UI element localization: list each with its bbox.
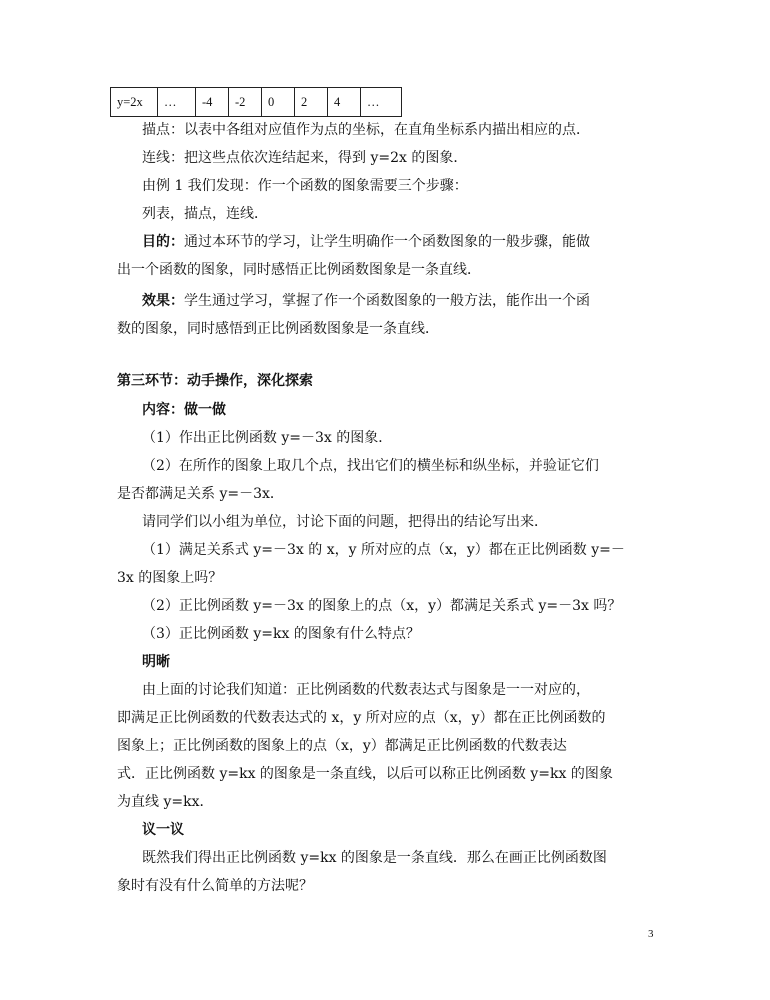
paragraph-three-steps: 列表，描点，连线． xyxy=(142,206,268,222)
question-2-cont: 是否都满足关系 y=－3x． xyxy=(117,486,284,502)
discussion-2: （2）正比例函数 y=－3x 的图象上的点（x，y）都满足关系式 y=－3x 吗？ xyxy=(142,598,622,614)
section-title: 第三环节：动手操作，深化探索 xyxy=(117,373,313,389)
question-1: （1）作出正比例函数 y=－3x 的图象． xyxy=(142,430,393,446)
table-cell: … xyxy=(158,88,196,117)
paragraph-purpose xyxy=(142,232,590,252)
paragraph-plot-points: 描点：以表中各组对应值作为点的坐标，在直角坐标系内描出相应的点． xyxy=(142,122,590,138)
clarify-text-2: 即满足正比例函数的代数表达式的 x，y 所对应的点（x，y）都在正比例函数的 xyxy=(117,710,606,726)
table-cell: 2 xyxy=(295,88,328,117)
purpose-text: 通过本环节的学习，让学生明确作一个函数图象的一般步骤，能做 xyxy=(184,234,590,250)
table-cell: … xyxy=(361,88,402,117)
discussion-1-cont: 3x 的图象上吗？ xyxy=(117,570,223,586)
paragraph-example-finding: 由例 1 我们发现：作一个函数的图象需要三个步骤： xyxy=(142,178,468,194)
paragraph-connect-lines: 连线：把这些点依次连结起来，得到 y=2x 的图象． xyxy=(142,150,468,166)
clarify-text: 由上面的讨论我们知道：正比例函数的代数表达式与图象是一一对应的， xyxy=(142,682,590,698)
purpose-label: 目的： xyxy=(142,234,184,250)
value-table xyxy=(110,87,402,117)
paragraph-effect-cont: 数的图象，同时感悟到正比例函数图象是一条直线． xyxy=(117,321,439,337)
clarify-text-5: 为直线 y=kx． xyxy=(117,794,214,810)
discussion-3: （3）正比例函数 y=kx 的图象有什么特点？ xyxy=(142,626,420,642)
clarify-text-4: 式．正比例函数 y=kx 的图象是一条直线，以后可以称正比例函数 y=kx 的图象 xyxy=(117,766,613,782)
paragraph-purpose-cont: 出一个函数的图象，同时感悟正比例函数图象是一条直线． xyxy=(117,262,481,278)
discussion-1: （1）满足关系式 y=－3x 的 x，y 所对应的点（x，y）都在正比例函数 y=－ xyxy=(142,542,625,558)
clarify-text-3: 图象上；正比例函数的图象上的点（x，y）都满足正比例函数的代数表达 xyxy=(117,738,567,754)
table-cell: y=2x xyxy=(111,88,158,117)
discuss-heading: 议一议 xyxy=(142,822,184,838)
table-cell: 4 xyxy=(328,88,361,117)
discuss-text: 既然我们得出正比例函数 y=kx 的图象是一条直线．那么在画正比例函数图 xyxy=(142,850,607,866)
effect-label: 效果： xyxy=(142,293,184,309)
clarify-heading: 明晰 xyxy=(142,654,170,670)
table-cell: 0 xyxy=(262,88,295,117)
page-number: 3 xyxy=(648,928,654,940)
content-heading: 内容：做一做 xyxy=(142,402,226,418)
paragraph-effect xyxy=(142,291,590,311)
effect-text: 学生通过学习，掌握了作一个函数图象的一般方法，能作出一个函 xyxy=(184,293,590,309)
table-cell: -2 xyxy=(229,88,262,117)
table-row xyxy=(111,88,402,117)
discuss-text-cont: 象时有没有什么简单的方法呢？ xyxy=(117,878,313,894)
table-cell: -4 xyxy=(196,88,229,117)
discussion-intro: 请同学们以小组为单位，讨论下面的问题，把得出的结论写出来． xyxy=(142,514,548,530)
question-2: （2）在所作的图象上取几个点，找出它们的横坐标和纵坐标，并验证它们 xyxy=(142,458,599,474)
